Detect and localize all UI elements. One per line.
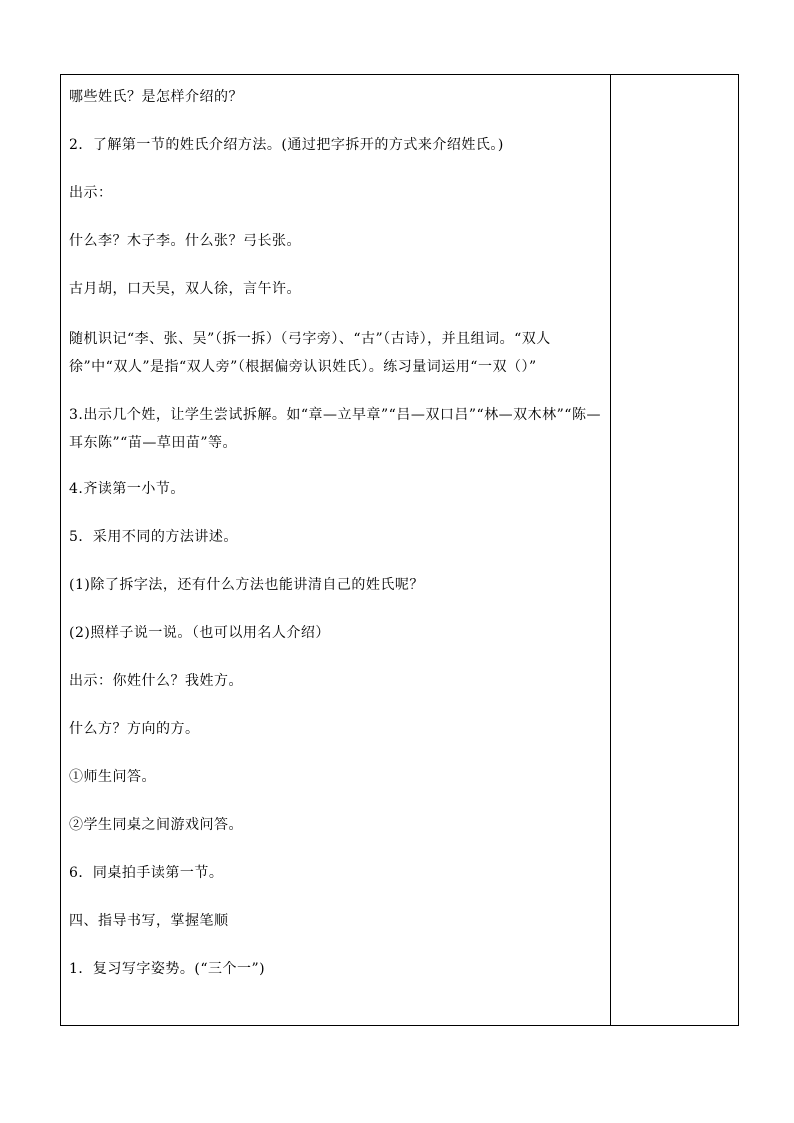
text-line: 哪些姓氏？是怎样介绍的？: [69, 89, 243, 105]
text-line: ①师生问答。: [69, 769, 156, 785]
lesson-table: [60, 74, 739, 1026]
text-line: 什么李？木子李。什么张？弓长张。: [69, 233, 301, 249]
text-line: 随机识记“李、张、吴”（拆一拆）（弓字旁）、“古”（古诗），并且组词。“双人徐”中“双人”是指“双人旁”（根据偏旁认识姓氏）。练习量词运用“一双（）”: [69, 331, 551, 375]
text-line: (2)照样子说一说。（也可以用名人介绍）: [69, 625, 330, 641]
text-line: ②学生同桌之间游戏问答。: [69, 817, 243, 833]
text-line: 四、指导书写，掌握笔顺: [69, 913, 229, 929]
text-line: (1)除了拆字法，还有什么方法也能讲清自己的姓氏呢？: [69, 577, 424, 593]
text-line: 5．采用不同的方法讲述。: [69, 529, 238, 545]
text-line: 什么方？方向的方。: [69, 721, 200, 737]
text-line: 1．复习写字姿势。(“三个一”): [69, 961, 266, 977]
column-divider: [610, 75, 611, 1025]
text-line: 出示：: [69, 185, 113, 201]
text-line: 6．同桌拍手读第一节。: [69, 865, 224, 881]
text-line: 出示：你姓什么？我姓方。: [69, 673, 243, 689]
text-line: 4.齐读第一小节。: [69, 481, 185, 497]
text-line: 2．了解第一节的姓氏介绍方法。(通过把字拆开的方式来介绍姓氏。): [69, 137, 504, 153]
text-line: 3.出示几个姓，让学生尝试拆解。如“章—立早章”“吕—双口吕”“林—双木林”“陈—耳东陈”“苗—草田苗”等。: [69, 407, 601, 451]
lesson-content: [69, 85, 603, 1005]
text-line: 古月胡，口天吴，双人徐，言午许。: [69, 281, 301, 297]
